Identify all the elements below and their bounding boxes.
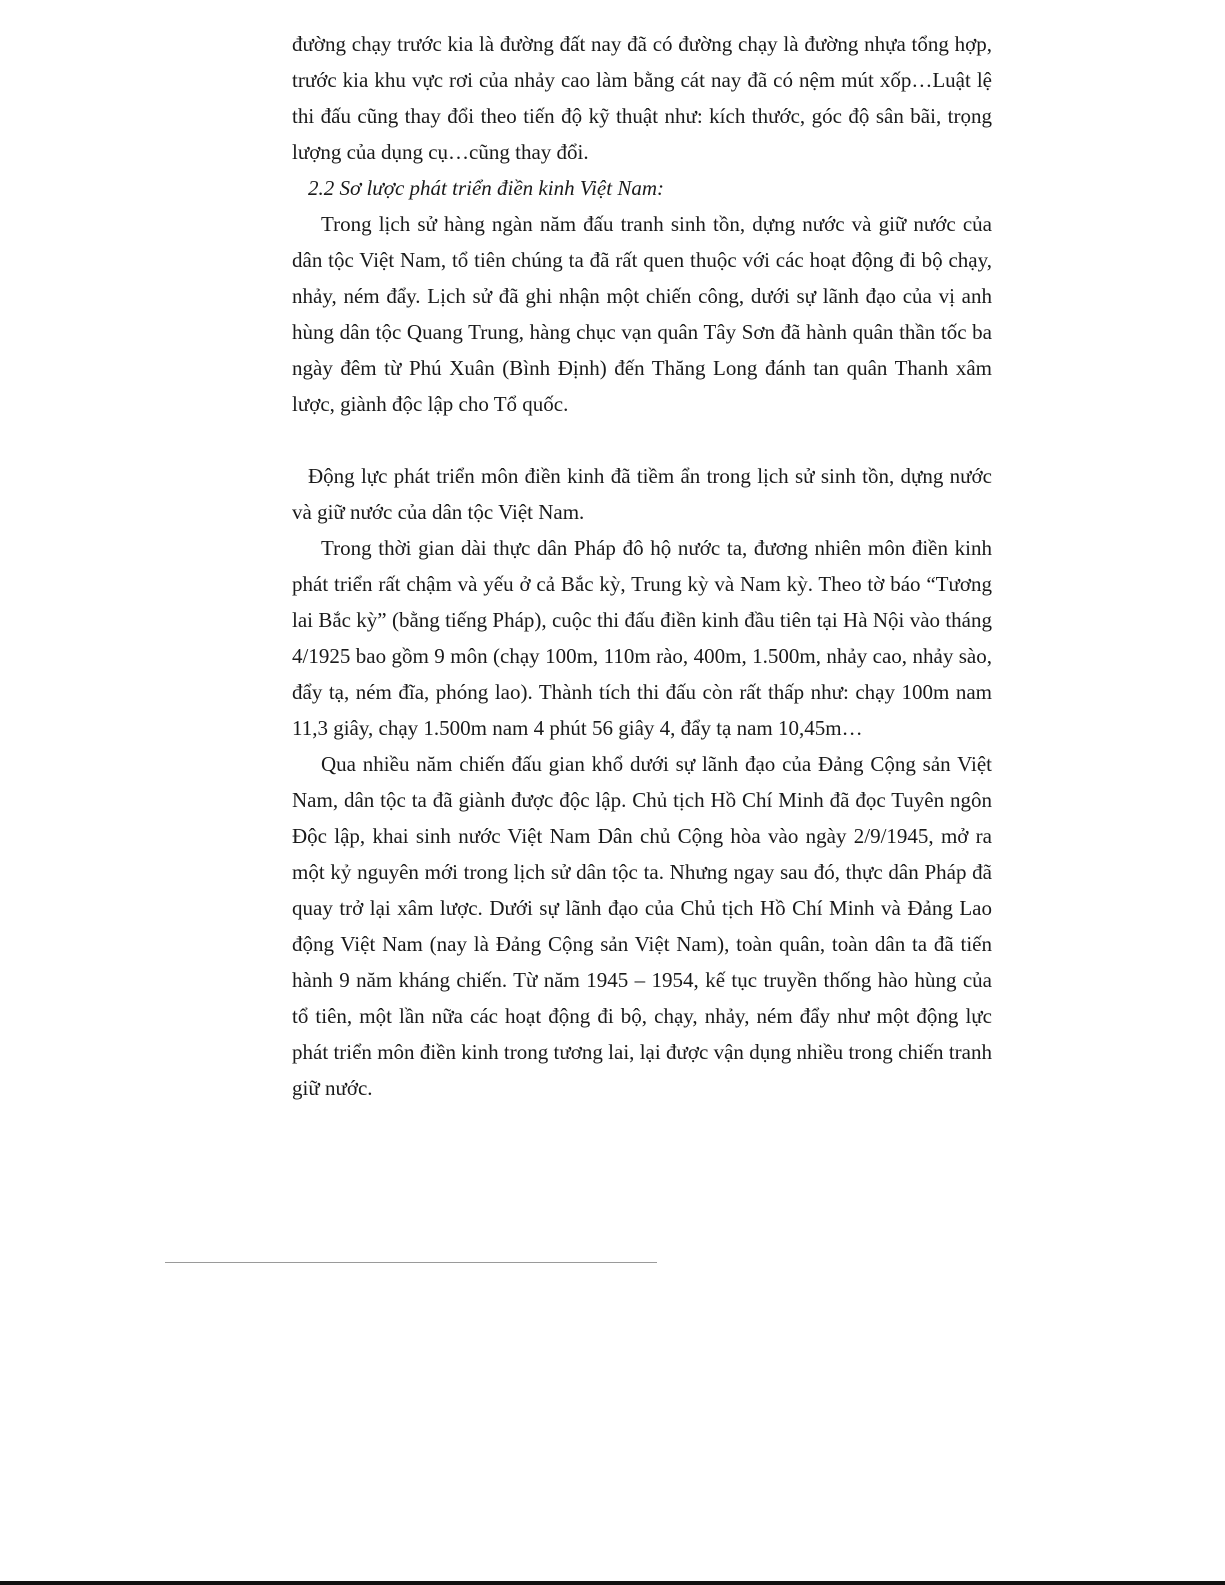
footnote-separator — [165, 1262, 657, 1263]
paragraph-independence: Qua nhiều năm chiến đấu gian khổ dưới sự lãnh đạo của Đảng Cộng sản Việt Nam, dân tộc ta đã giành được độc lập. Chủ tịch Hồ Chí Minh đã đọc Tuyên ngôn Độc lập, khai sinh nước Việt Nam Dân chủ Cộng hòa vào ngày 2/9/1945, mở ra một kỷ nguyên mới trong lịch sử dân tộc ta. Nhưng ngay sau đó, thực dân Pháp đã quay trở lại xâm lược. Dưới sự lãnh đạo của Chủ tịch Hồ Chí Minh và Đảng Lao động Việt Nam (nay là Đảng Cộng sản Việt Nam), toàn quân, toàn dân ta đã tiến hành 9 năm kháng chiến. Từ năm 1945 – 1954, kế tục truyền thống hào hùng của tổ tiên, một lần nữa các hoạt động đi bộ, chạy, nhảy, ném đẩy như một động lực phát triển môn điền kinh trong tương lai, lại được vận dụng nhiều trong chiến tranh giữ nước. — [292, 752, 992, 1100]
page-bottom-edge — [0, 1581, 1225, 1585]
paragraph-history: Trong lịch sử hàng ngàn năm đấu tranh sinh tồn, dựng nước và giữ nước của dân tộc Việt Nam, tổ tiên chúng ta đã rất quen thuộc với các hoạt động đi bộ chạy, nhảy, ném đẩy. Lịch sử đã ghi nhận một chiến công, dưới sự lãnh đạo của vị anh hùng dân tộc Quang Trung, hàng chục vạn quân Tây Sơn đã hành quân thần tốc ba ngày đêm từ Phú Xuân (Bình Định) đến Thăng Long đánh tan quân Thanh xâm lược, giành độc lập cho Tổ quốc. — [292, 212, 992, 416]
paragraph-spacer — [292, 422, 992, 458]
section-heading: 2.2 Sơ lược phát triển điền kinh Việt Nam: — [308, 176, 665, 200]
body-text — [292, 26, 992, 1106]
paragraph-motivation: Động lực phát triển môn điền kinh đã tiềm ẩn trong lịch sử sinh tồn, dựng nước và giữ nước của dân tộc Việt Nam. — [292, 464, 992, 524]
paragraph-colonial-period: Trong thời gian dài thực dân Pháp đô hộ nước ta, đương nhiên môn điền kinh phát triển rất chậm và yếu ở cả Bắc kỳ, Trung kỳ và Nam kỳ. Theo tờ báo “Tương lai Bắc kỳ” (bằng tiếng Pháp), cuộc thi đấu điền kinh đầu tiên tại Hà Nội vào tháng 4/1925 bao gồm 9 môn (chạy 100m, 110m rào, 400m, 1.500m, nhảy cao, nhảy sào, đẩy tạ, ném đĩa, phóng lao). Thành tích thi đấu còn rất thấp như: chạy 100m nam 11,3 giây, chạy 1.500m nam 4 phút 56 giây 4, đẩy tạ nam 10,45m… — [292, 536, 992, 740]
paragraph-track-changes: đường chạy trước kia là đường đất nay đã có đường chạy là đường nhựa tổng hợp, trước kia khu vực rơi của nhảy cao làm bằng cát nay đã có nệm mút xốp…Luật lệ thi đấu cũng thay đổi theo tiến độ kỹ thuật như: kích thước, góc độ sân bãi, trọng lượng của dụng cụ…cũng thay đổi. — [292, 32, 992, 164]
